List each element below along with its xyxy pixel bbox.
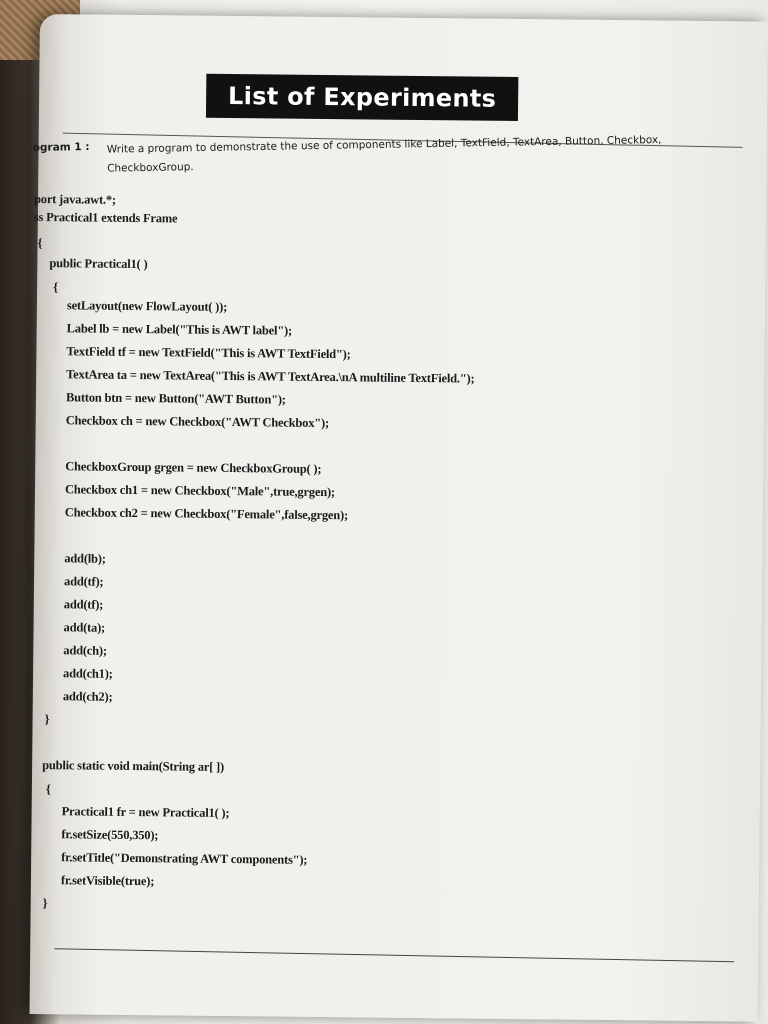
code-line: setLayout(new FlowLayout( )); [66, 298, 228, 314]
bottom-rule [54, 948, 734, 962]
code-line: TextField tf = new TextField("This is AWT TextField"); [66, 344, 351, 362]
code-line: { [45, 782, 51, 797]
program-task-line-2: CheckboxGroup. [107, 161, 194, 175]
code-line: ss Practical1 extends Frame [33, 209, 178, 226]
program-task [107, 130, 728, 179]
program-label: ogram 1 : [32, 140, 90, 154]
code-line: add(ta); [63, 620, 106, 635]
code-line: fr.setVisible(true); [60, 873, 155, 889]
code-line: public static void main(String ar[ ]) [42, 758, 225, 774]
code-line: Button btn = new Button("AWT Button"); [65, 390, 286, 407]
code-line: fr.setTitle("Demonstrating AWT components"); [61, 850, 308, 867]
program-statement [33, 130, 734, 180]
code-line: { [37, 235, 43, 251]
code-line: CheckboxGroup grgen = new CheckboxGroup( ); [65, 459, 322, 476]
code-line: add(ch); [63, 643, 107, 658]
code-line: add(ch1); [63, 666, 113, 681]
code-line: Checkbox ch2 = new Checkbox("Female",false,grgen); [64, 505, 349, 523]
book-page [30, 14, 768, 1022]
code-line: } [42, 896, 48, 911]
code-line: } [44, 712, 50, 727]
program-task-line-1: Write a program to demonstrate the use of components like Label, TextField, TextArea, Button, Checkbox, [106, 133, 662, 156]
code-line: TextArea ta = new TextArea("This is AWT TextArea.\nA multiline TextField."); [66, 367, 475, 386]
code-line: add(ch2); [62, 689, 113, 704]
code-line: add(lb); [64, 551, 106, 566]
page-heading: List of Experiments [206, 74, 518, 121]
code-line: port java.awt.*; [33, 191, 116, 207]
code-line: add(tf); [63, 574, 104, 589]
code-line: public Practical1( ) [49, 256, 148, 272]
code-line: Practical1 fr = new Practical1( ); [61, 804, 230, 821]
code-line: { [53, 280, 58, 295]
code-line: Checkbox ch1 = new Checkbox("Male",true,grgen); [64, 482, 335, 500]
code-listing [33, 191, 698, 911]
code-line: Label lb = new Label("This is AWT label"); [66, 321, 293, 338]
code-line: fr.setSize(550,350); [61, 827, 159, 843]
code-line: Checkbox ch = new Checkbox("AWT Checkbox"); [65, 413, 330, 431]
code-line: add(tf); [63, 597, 104, 612]
